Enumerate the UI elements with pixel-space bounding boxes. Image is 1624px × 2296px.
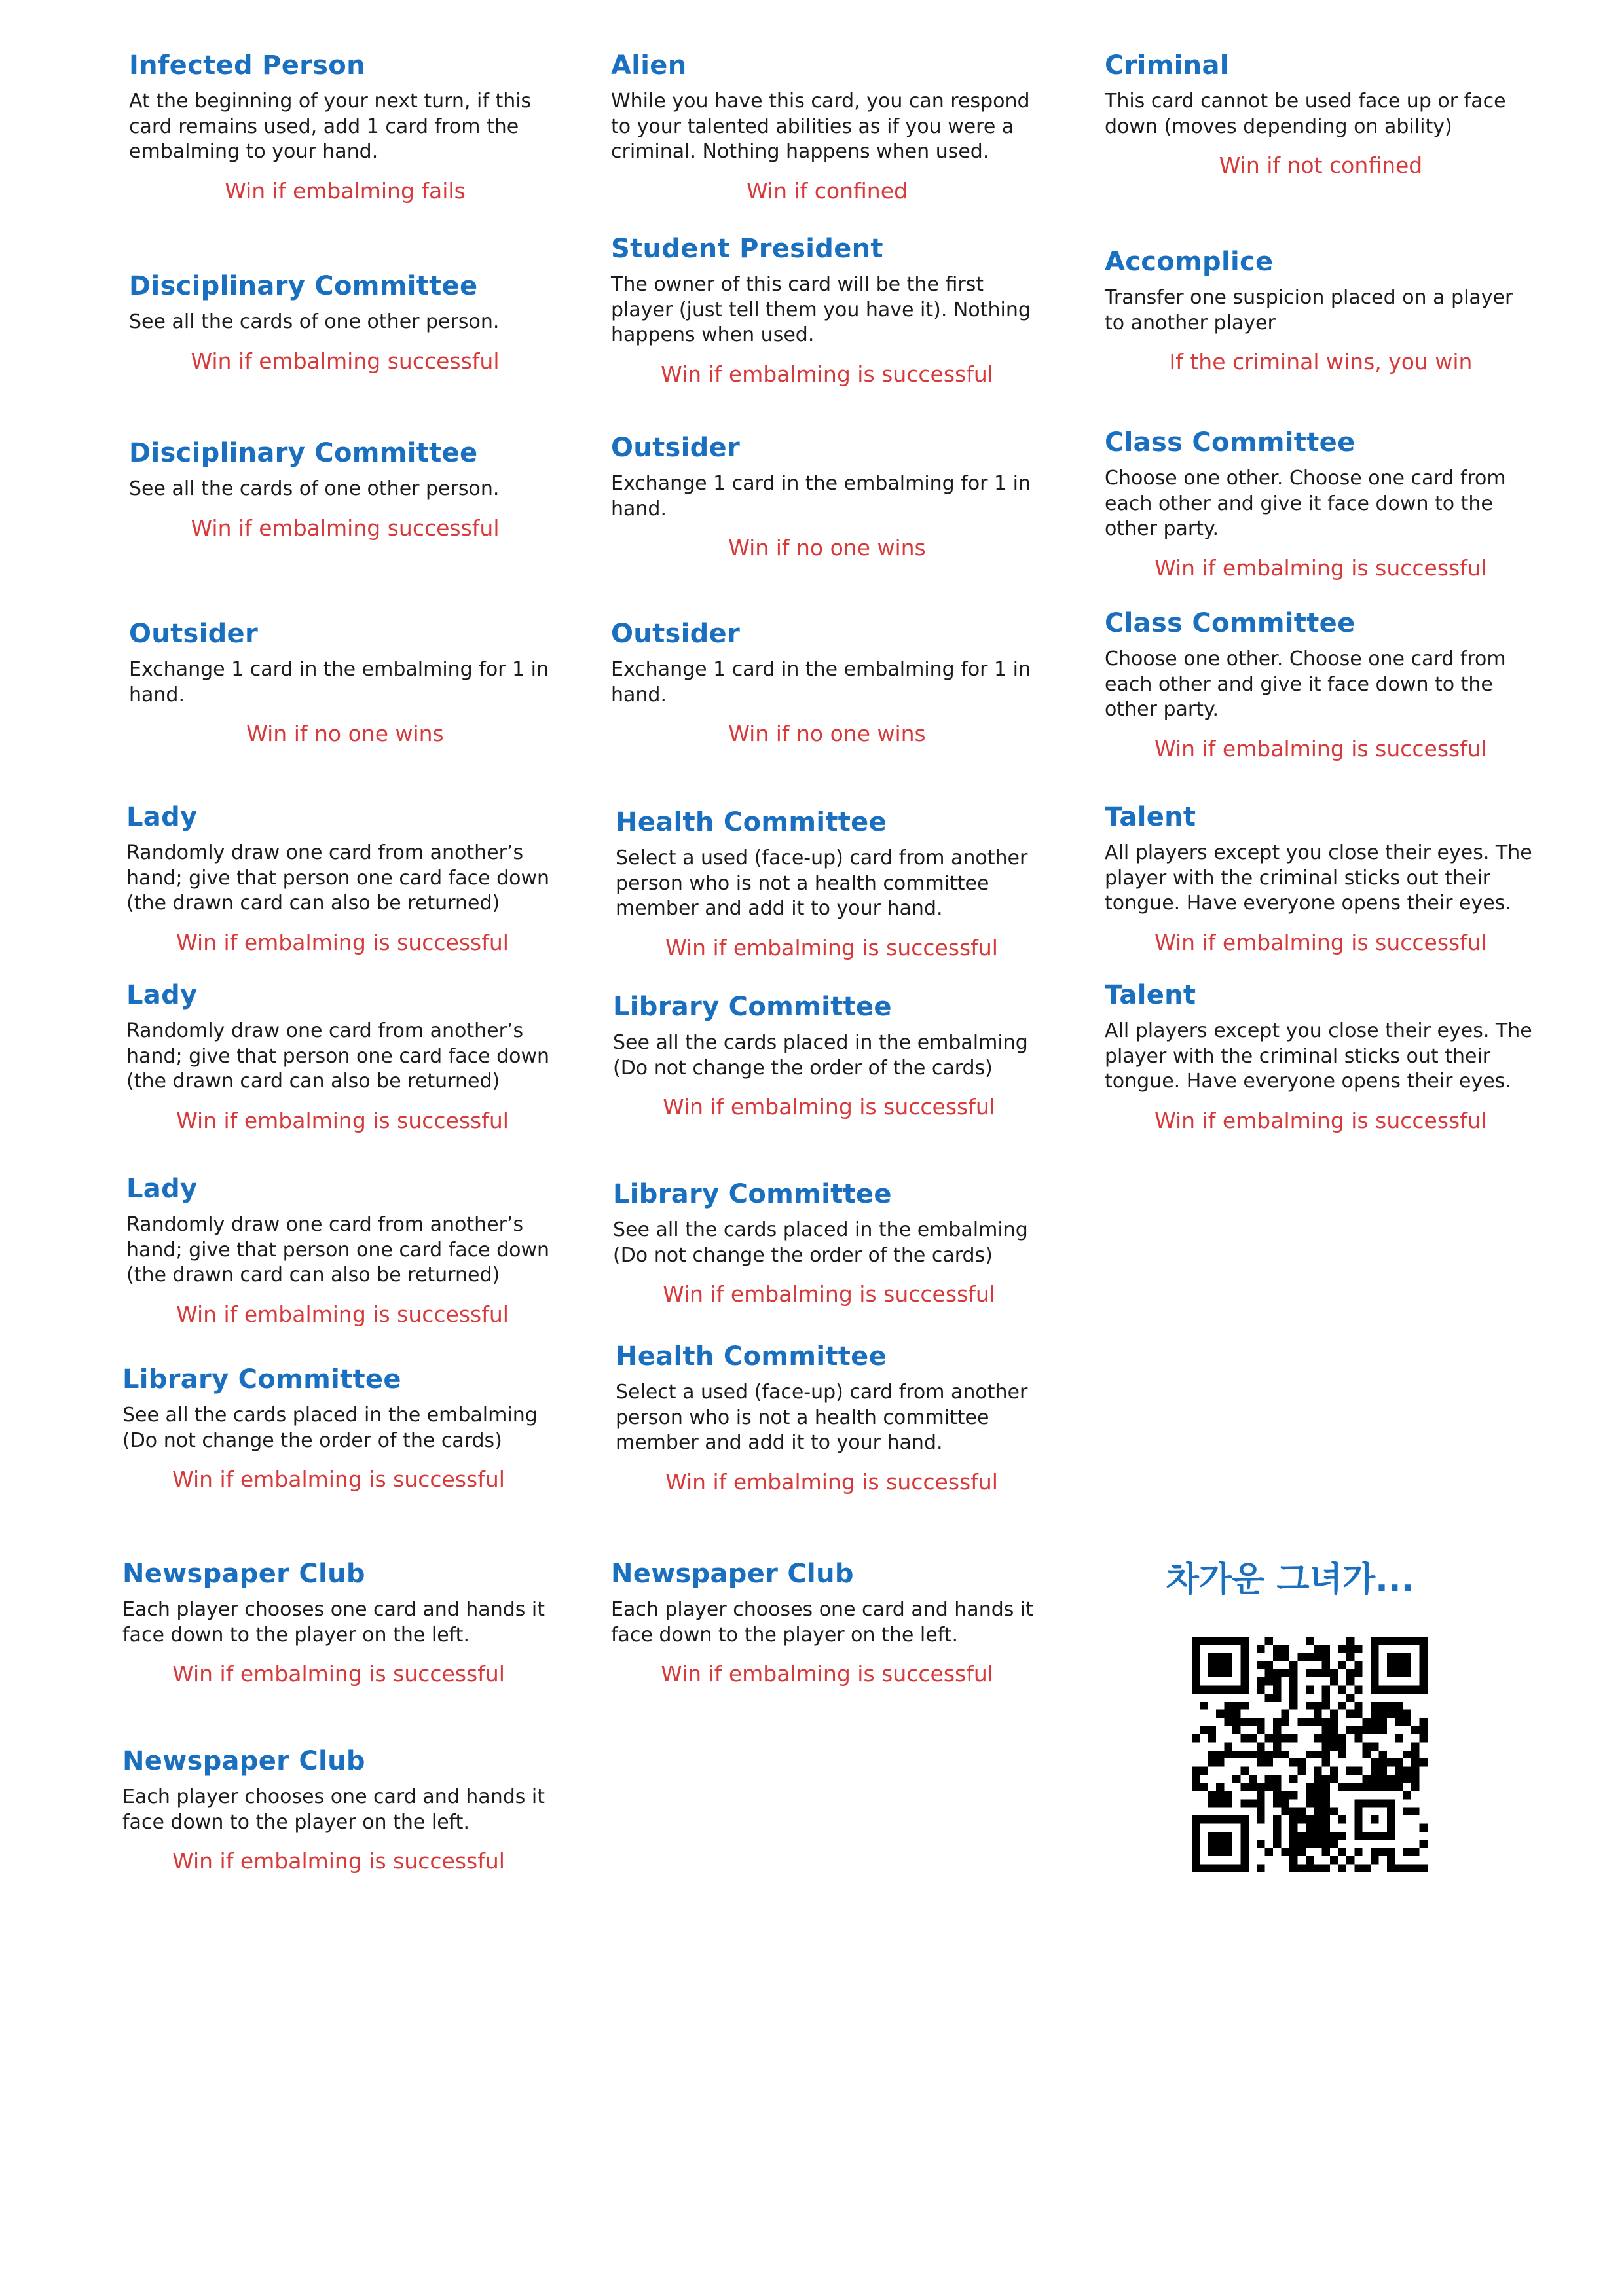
card-description: Choose one other. Choose one card from each other and give it face down to the other party. xyxy=(1105,647,1506,721)
card-outsider-1 xyxy=(129,618,561,747)
card-health-committee-1 xyxy=(616,807,1048,961)
card-title: Health Committee xyxy=(616,1341,887,1372)
card-title: Newspaper Club xyxy=(122,1559,365,1589)
card-description: This card cannot be used face up or face down (moves depending on ability) xyxy=(1105,90,1506,138)
card-title: Class Committee xyxy=(1105,428,1356,458)
card-win-condition: Win if embalming is successful xyxy=(663,1094,995,1120)
card-description: The owner of this card will be the first player (just tell them you have it). Nothing happens when used. xyxy=(611,273,1031,346)
card-newspaper-club-1 xyxy=(122,1558,555,1687)
card-win-condition: Win if embalming is successful xyxy=(172,1848,505,1874)
card-class-committee-2 xyxy=(1105,608,1537,762)
card-title: Infected Person xyxy=(129,50,365,81)
card-title: Disciplinary Committee xyxy=(129,271,478,301)
card-description: See all the cards of one other person. xyxy=(129,310,500,333)
card-description: At the beginning of your next turn, if this card remains used, add 1 card from the embalming to your hand. xyxy=(129,90,532,163)
card-win-condition: Win if not confined xyxy=(1219,153,1423,178)
card-health-committee-2 xyxy=(616,1341,1048,1495)
card-description: While you have this card, you can respond to your talented abilities as if you were a criminal. Nothing happens when used. xyxy=(611,90,1030,163)
card-talent-2 xyxy=(1105,979,1537,1134)
card-library-committee-1 xyxy=(122,1364,555,1493)
card-title: Disciplinary Committee xyxy=(129,438,478,468)
card-win-condition: Win if no one wins xyxy=(728,535,926,560)
card-title: Lady xyxy=(126,1174,198,1204)
korean-title: 차가운 그녀가... xyxy=(1166,1560,1414,1599)
card-newspaper-club-3 xyxy=(611,1558,1043,1687)
card-win-condition: Win if embalming is successful xyxy=(172,1467,505,1492)
card-title: Criminal xyxy=(1105,50,1229,81)
card-description: All players except you close their eyes. The player with the criminal sticks out their tongue. Have everyone opens their eyes. xyxy=(1105,1019,1532,1093)
card-title: Outsider xyxy=(611,433,741,463)
card-lady-3 xyxy=(126,1173,559,1328)
card-description: See all the cards of one other person. xyxy=(129,477,500,500)
card-description: Randomly draw one card from another’s hand; give that person one card face down (the drawn card can also be returned) xyxy=(126,1213,550,1286)
card-description: See all the cards placed in the embalming (Do not change the order of the cards) xyxy=(122,1404,538,1452)
card-title: Alien xyxy=(611,50,687,81)
card-win-condition: Win if embalming is successful xyxy=(1154,1107,1487,1133)
card-criminal xyxy=(1105,50,1537,179)
card-win-condition: Win if embalming is successful xyxy=(172,1661,505,1686)
card-win-condition: Win if no one wins xyxy=(246,721,444,746)
card-description: Randomly draw one card from another’s hand; give that person one card face down (the drawn card can also be returned) xyxy=(126,841,550,915)
card-accomplice xyxy=(1105,246,1537,375)
card-win-condition: Win if embalming is successful xyxy=(176,1107,509,1133)
card-newspaper-club-2 xyxy=(122,1745,555,1874)
card-lady-2 xyxy=(126,979,559,1134)
card-win-condition: Win if embalming is successful xyxy=(665,934,998,960)
card-win-condition: If the criminal wins, you win xyxy=(1169,349,1473,374)
card-class-committee-1 xyxy=(1105,427,1537,581)
card-description: Transfer one suspicion placed on a player to another player xyxy=(1105,286,1513,335)
card-win-condition: Win if embalming is successful xyxy=(1154,555,1487,581)
card-win-condition: Win if embalming is successful xyxy=(1154,929,1487,955)
card-outsider-3 xyxy=(611,618,1043,747)
card-title: Student President xyxy=(611,234,883,264)
card-description: See all the cards placed in the embalming (Do not change the order of the cards) xyxy=(613,1218,1028,1267)
card-lady-1 xyxy=(126,801,559,956)
card-win-condition: Win if embalming successful xyxy=(191,515,500,541)
card-description: Select a used (face-up) card from another person who is not a health committee member and add it to your hand. xyxy=(616,1381,1028,1454)
card-title: Library Committee xyxy=(122,1364,401,1394)
card-library-committee-3 xyxy=(613,1178,1045,1307)
card-description: Exchange 1 card in the embalming for 1 in hand. xyxy=(129,658,549,706)
card-title: Talent xyxy=(1105,980,1196,1010)
card-win-condition: Win if no one wins xyxy=(728,721,926,746)
card-description: Exchange 1 card in the embalming for 1 in hand. xyxy=(611,472,1031,520)
card-win-condition: Win if embalming is successful xyxy=(176,1301,509,1327)
card-description: Choose one other. Choose one card from each other and give it face down to the other party. xyxy=(1105,467,1506,540)
card-title: Newspaper Club xyxy=(122,1746,365,1776)
card-title: Accomplice xyxy=(1105,247,1274,277)
card-description: Each player chooses one card and hands it face down to the player on the left. xyxy=(122,1785,545,1834)
card-title: Health Committee xyxy=(616,807,887,837)
card-title: Newspaper Club xyxy=(611,1559,854,1589)
card-title: Class Committee xyxy=(1105,608,1356,638)
card-win-condition: Win if embalming fails xyxy=(225,177,466,204)
card-title: Talent xyxy=(1105,802,1196,832)
card-title: Library Committee xyxy=(613,992,892,1022)
card-library-committee-2 xyxy=(613,991,1045,1120)
card-alien xyxy=(611,50,1043,204)
card-title: Outsider xyxy=(611,619,741,649)
qr-code-icon xyxy=(1192,1637,1428,1872)
card-title: Outsider xyxy=(129,619,259,649)
card-win-condition: Win if embalming is successful xyxy=(661,361,993,387)
card-description: Select a used (face-up) card from another person who is not a health committee member and add it to your hand. xyxy=(616,847,1028,920)
card-title: Lady xyxy=(126,802,198,832)
card-description: Exchange 1 card in the embalming for 1 in hand. xyxy=(611,658,1031,706)
card-win-condition: Win if embalming is successful xyxy=(663,1281,995,1307)
card-title: Library Committee xyxy=(613,1179,892,1209)
card-disciplinary-committee-1 xyxy=(129,270,561,374)
card-description: Randomly draw one card from another’s hand; give that person one card face down (the drawn card can also be returned) xyxy=(126,1019,550,1093)
card-infected-person xyxy=(129,50,561,204)
card-talent-1 xyxy=(1105,801,1537,956)
card-win-condition: Win if embalming is successful xyxy=(665,1468,998,1495)
card-win-condition: Win if embalming is successful xyxy=(661,1661,993,1686)
card-win-condition: Win if embalming is successful xyxy=(1154,735,1487,761)
card-description: All players except you close their eyes. The player with the criminal sticks out their tongue. Have everyone opens their eyes. xyxy=(1105,841,1532,915)
card-win-condition: Win if confined xyxy=(747,177,908,204)
card-student-president xyxy=(611,233,1043,388)
card-description: See all the cards placed in the embalming (Do not change the order of the cards) xyxy=(613,1031,1028,1080)
card-outsider-2 xyxy=(611,432,1043,561)
card-description: Each player chooses one card and hands it face down to the player on the left. xyxy=(611,1598,1034,1647)
card-win-condition: Win if embalming is successful xyxy=(176,929,509,955)
card-disciplinary-committee-2 xyxy=(129,437,561,541)
card-description: Each player chooses one card and hands it face down to the player on the left. xyxy=(122,1598,545,1647)
card-title: Lady xyxy=(126,980,198,1010)
card-win-condition: Win if embalming successful xyxy=(191,348,500,374)
